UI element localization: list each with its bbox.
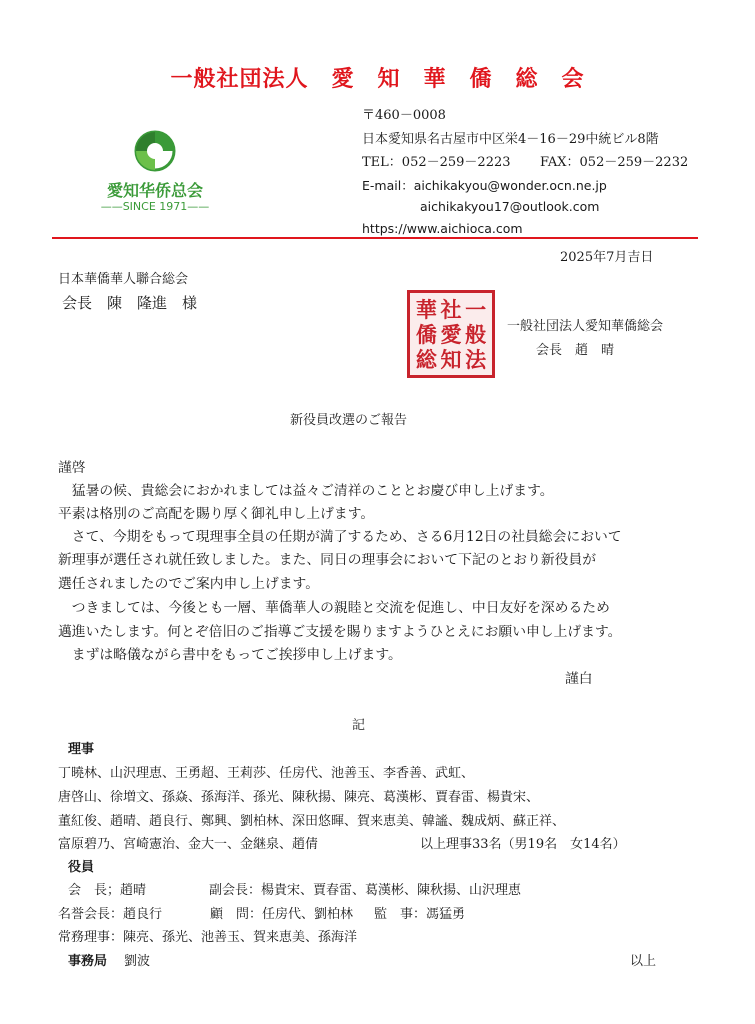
sender-name: 会長 趙 晴 <box>536 343 615 358</box>
body-line: 新理事が選任され就任致しました。また、同日の理事会において下記のとおり新役員が <box>58 552 597 568</box>
body-line: まずは略儀ながら書中をもってご挨拶申し上げます。 <box>58 647 402 663</box>
directors-line: 董紅俊、趙晴、趙良行、鄭興、劉柏林、深田悠暉、賀来恵美、韓謐、魏成炳、蘇正祥、 <box>58 814 566 829</box>
seal-char: 愛 <box>440 322 462 347</box>
organization-logo <box>90 128 220 216</box>
officer-advisors: 顧 問：任房代、劉柏林 <box>210 907 354 922</box>
directors-line: 富原碧乃、宮崎憲治、金大一、金継泉、趙倩 <box>58 837 319 852</box>
seal-char: 社 <box>440 297 462 322</box>
logo-name: 愛知华侨总会 <box>106 181 203 200</box>
email-primary[interactable]: E-mail：aichikakyou@wonder.ocn.ne.jp <box>362 178 607 193</box>
opening: 謹啓 <box>58 460 86 476</box>
closing: 謹白 <box>565 671 593 687</box>
seal-char: 総 <box>415 347 437 372</box>
body-line: つきましては、今後とも一層、華僑華人の親睦と交流を促進し、中日友好を深めるため <box>58 600 610 616</box>
directors-line: 唐啓山、徐増文、孫焱、孫海洋、孫光、陳秋揚、陳亮、葛漢彬、賈春雷、楊貴宋、 <box>58 790 540 805</box>
body-line: 平素は格別のご高配を賜り厚く御礼申し上げます。 <box>58 506 375 522</box>
body-line: さて、今期をもって現理事全員の任期が満了するため、さる6月12日の社員総会において <box>58 529 622 545</box>
address: 日本愛知県名古屋市中区栄4－16－29中統ビル8階 <box>362 132 659 147</box>
officer-executive: 常務理事：陳亮、孫光、池善玉、賀来恵美、孫海洋 <box>58 930 358 945</box>
officer-auditor: 監 事：馮猛勇 <box>374 907 466 922</box>
directors-total: 以上理事33名（男19名 女14名） <box>420 837 626 852</box>
seal-char: 法 <box>465 347 487 372</box>
org-title: 一般社団法人 愛 知 華 僑 総 会 <box>170 67 585 92</box>
tel: TEL：052－259－2223 <box>362 155 511 170</box>
official-seal-icon <box>407 290 495 378</box>
seal-characters <box>414 297 488 371</box>
seal-char: 僑 <box>415 322 437 347</box>
directors-line: 丁曉林、山沢理恵、王勇超、王莉莎、任房代、池善玉、李香善、武虹、 <box>58 766 475 781</box>
recipient-org: 日本華僑華人聯合総会 <box>58 272 189 287</box>
officers-heading: 役員 <box>68 860 95 875</box>
body-line: 猛暑の候、貴総会におかれましては益々ご清祥のこととお慶び申し上げます。 <box>58 483 554 499</box>
header-divider <box>52 237 698 239</box>
fax: FAX：052－259－2232 <box>540 155 689 170</box>
aichi-huaqiao-logo-icon <box>130 128 180 176</box>
officer-president: 会 長；趙晴 <box>68 883 147 898</box>
seal-char: 般 <box>465 322 487 347</box>
logo-since: ——SINCE 1971—— <box>100 200 210 213</box>
website-link[interactable]: https://www.aichioca.com <box>362 221 523 236</box>
seal-char: 知 <box>440 347 462 372</box>
postal-code: 〒460－0008 <box>362 108 446 123</box>
sender-org: 一般社団法人愛知華僑総会 <box>507 319 664 334</box>
seal-char: 華 <box>415 297 437 322</box>
officer-honorary: 名誉会長：趙良行 <box>58 907 163 922</box>
body-line: 邁進いたします。何とぞ倍旧のご指導ご支援を賜りますようひとえにお願い申し上げます。 <box>58 624 622 640</box>
recipient-name: 会長 陳 隆進 様 <box>62 294 198 312</box>
end-marker: 以上 <box>630 954 657 969</box>
seal-char: 一 <box>465 297 487 322</box>
email-secondary[interactable]: aichikakyou17@outlook.com <box>420 199 600 214</box>
subject: 新役員改選のご報告 <box>290 413 408 428</box>
ki-marker: 記 <box>352 718 366 733</box>
officer-vice-presidents: 副会長：楊貴宋、賈春雷、葛漢彬、陳秋揚、山沢理恵 <box>209 883 522 898</box>
directors-heading: 理事 <box>68 742 95 757</box>
office-name: 劉波 <box>124 954 151 969</box>
date: 2025年7月吉日 <box>560 250 654 265</box>
office-label: 事務局 <box>68 954 108 969</box>
body-line: 選任されましたのでご案内申し上げます。 <box>58 576 320 592</box>
